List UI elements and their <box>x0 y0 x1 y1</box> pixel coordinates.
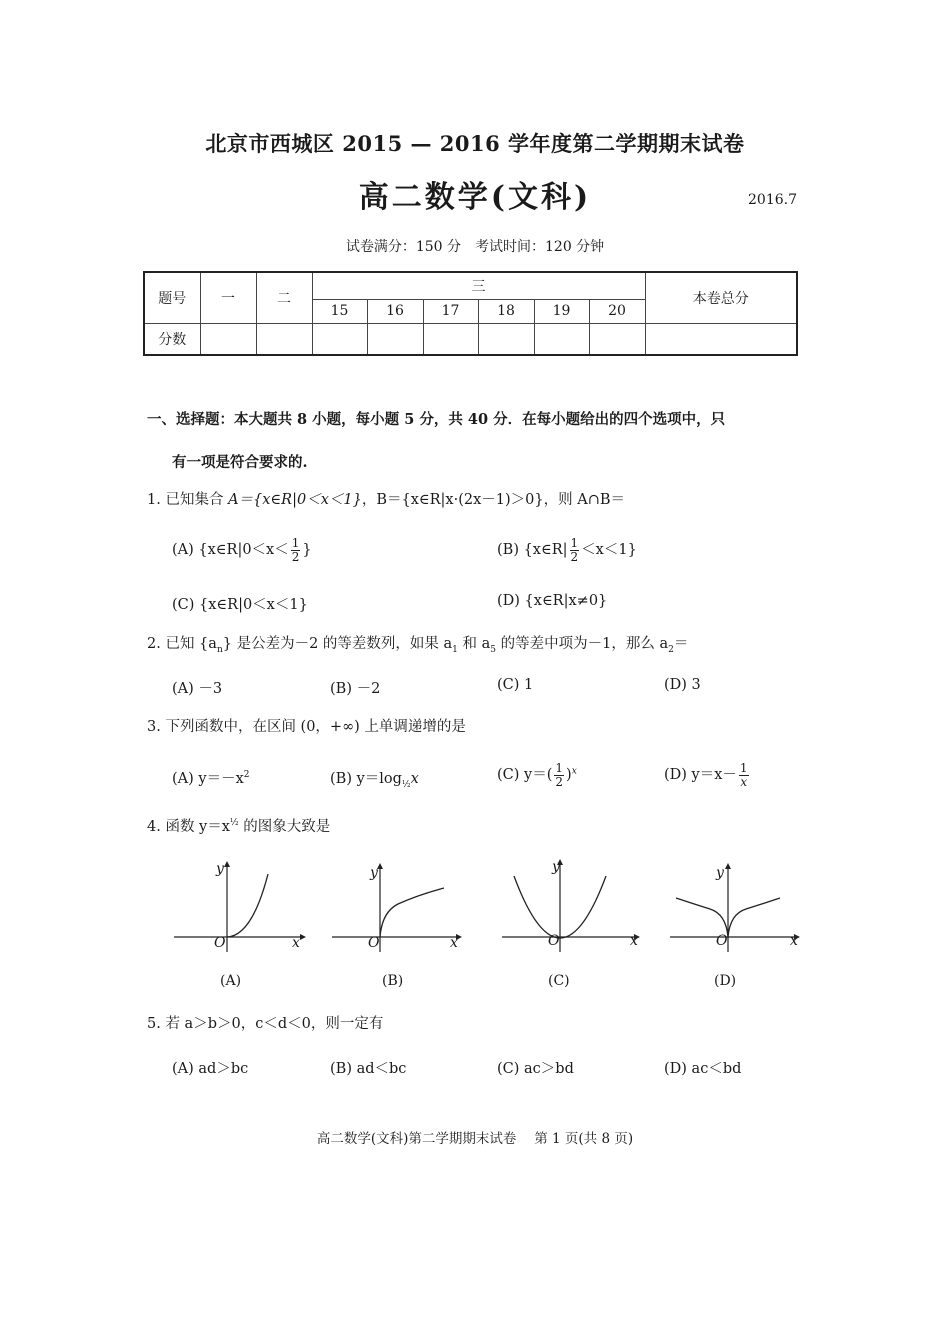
score-cell[interactable] <box>312 323 367 355</box>
graph-c[interactable] <box>500 858 645 953</box>
exam-subtitle: 高二数学(文科) <box>358 180 592 215</box>
graph-a[interactable] <box>172 860 307 955</box>
q5-option-a[interactable]: (A) ad＞bc <box>172 1061 249 1077</box>
col-section-2: 二 <box>256 272 312 323</box>
score-cell[interactable] <box>423 323 478 355</box>
q1-option-d[interactable]: (D) {x∈R|x≠0} <box>497 593 608 609</box>
row-label-number: 题号 <box>144 272 200 323</box>
col-section-1: 一 <box>200 272 256 323</box>
graph-b[interactable] <box>330 862 465 957</box>
question-2: 2. 已知 $\{a_n\}$ 是公差为－2 的等差数列，如果 $a_1$ 和 $a_5$ 的等差中项为－1，那么 $a_2=$ <box>147 636 689 655</box>
q5-option-b[interactable]: (B) ad＜bc <box>330 1061 407 1077</box>
q5-option-c[interactable]: (C) ac＞bd <box>497 1061 574 1077</box>
exam-date: 2016.7 <box>748 192 797 208</box>
score-cell[interactable] <box>589 323 645 355</box>
score-cell[interactable] <box>534 323 589 355</box>
q1-option-b[interactable]: (B) {x∈R| $\frac{1}{2}$ ＜x＜1} <box>497 536 637 564</box>
curve-a <box>227 874 268 937</box>
graph-b-label: (B) <box>382 973 404 989</box>
graph-c-x-label: x <box>630 933 638 949</box>
question-5: 5. 若 a＞b＞0，c＜d＜0，则一定有 <box>147 1016 384 1032</box>
subcol-15: 15 <box>312 299 367 323</box>
graph-b-x-label: x <box>450 935 458 951</box>
score-cell[interactable] <box>367 323 423 355</box>
section-heading-cont: 有一项是符合要求的. <box>172 454 308 471</box>
q1-option-a[interactable]: (A) {x∈R|0＜x＜ $\frac{1}{2}$ } <box>172 536 312 564</box>
q3-option-d[interactable]: (D) y＝x－ $\frac{1}{x}$ <box>664 761 748 789</box>
graph-d-origin: O <box>716 933 728 949</box>
question-3: 3. 下列函数中，在区间 (0，+∞) 上单调递增的是 <box>147 719 466 735</box>
subcol-20: 20 <box>589 299 645 323</box>
q2-option-a[interactable]: (A) －3 <box>172 681 223 697</box>
graph-d-y-label: y <box>716 865 724 881</box>
q2-option-b[interactable]: (B) －2 <box>330 681 381 697</box>
graph-c-y-label: y <box>552 859 560 875</box>
graph-d-label: (D) <box>714 973 737 989</box>
graph-a-origin: O <box>214 935 226 951</box>
question-4: 4. 函数 $y=x^{\frac{1}{2}}$ 的图象大致是 <box>147 818 331 835</box>
curve-d-left <box>676 898 728 937</box>
question-1: 1. 已知集合 A＝{x∈R|0＜x＜1}，B＝{x∈R|x·(2x－1)＞0}，则 A∩B＝ <box>147 492 625 508</box>
page-footer: 高二数学(文科)第二学期期末试卷 第 1 页(共 8 页) <box>316 1131 634 1147</box>
graph-b-origin: O <box>368 935 380 951</box>
q3-option-b[interactable]: (B) $y=\log_{\frac{1}{2}}x$ <box>330 771 419 790</box>
q3-option-a[interactable]: (A) $y=-x^2$ <box>172 770 250 787</box>
exam-meta: 试卷满分：150 分 考试时间：120 分钟 <box>345 239 605 255</box>
curve-d-right <box>728 898 780 937</box>
q3-option-c[interactable]: (C) y＝( $\frac{1}{2}$ )$^x$ <box>497 761 577 789</box>
q5-option-d[interactable]: (D) ac＜bd <box>664 1061 742 1077</box>
graph-a-x-label: x <box>292 935 300 951</box>
subcol-17: 17 <box>423 299 478 323</box>
score-table <box>143 271 798 356</box>
col-section-3: 三 <box>312 272 645 299</box>
col-total: 本卷总分 <box>645 272 797 323</box>
q1-option-c[interactable]: (C) {x∈R|0＜x＜1} <box>172 597 308 613</box>
graph-d-x-label: x <box>790 933 798 949</box>
graph-a-y-label: y <box>216 861 224 877</box>
graph-d[interactable] <box>668 862 803 957</box>
score-cell[interactable] <box>200 323 256 355</box>
score-cell[interactable] <box>478 323 534 355</box>
section-heading: 一、选择题：本大题共 8 小题，每小题 5 分，共 40 分．在每小题给出的四个选项中，只 <box>147 411 726 428</box>
score-cell[interactable] <box>256 323 312 355</box>
score-cell[interactable] <box>645 323 797 355</box>
q2-option-c[interactable]: (C) 1 <box>497 677 534 693</box>
curve-b <box>380 888 444 937</box>
subcol-19: 19 <box>534 299 589 323</box>
exam-title: 北京市西城区 2015 — 2016 学年度第二学期期末试卷 <box>205 131 745 156</box>
graph-c-label: (C) <box>548 973 570 989</box>
graph-a-label: (A) <box>220 973 242 989</box>
subcol-18: 18 <box>478 299 534 323</box>
graph-b-y-label: y <box>370 865 378 881</box>
graph-c-origin: O <box>548 933 560 949</box>
subcol-16: 16 <box>367 299 423 323</box>
q2-option-d[interactable]: (D) 3 <box>664 677 701 693</box>
row-label-score: 分数 <box>144 323 200 355</box>
